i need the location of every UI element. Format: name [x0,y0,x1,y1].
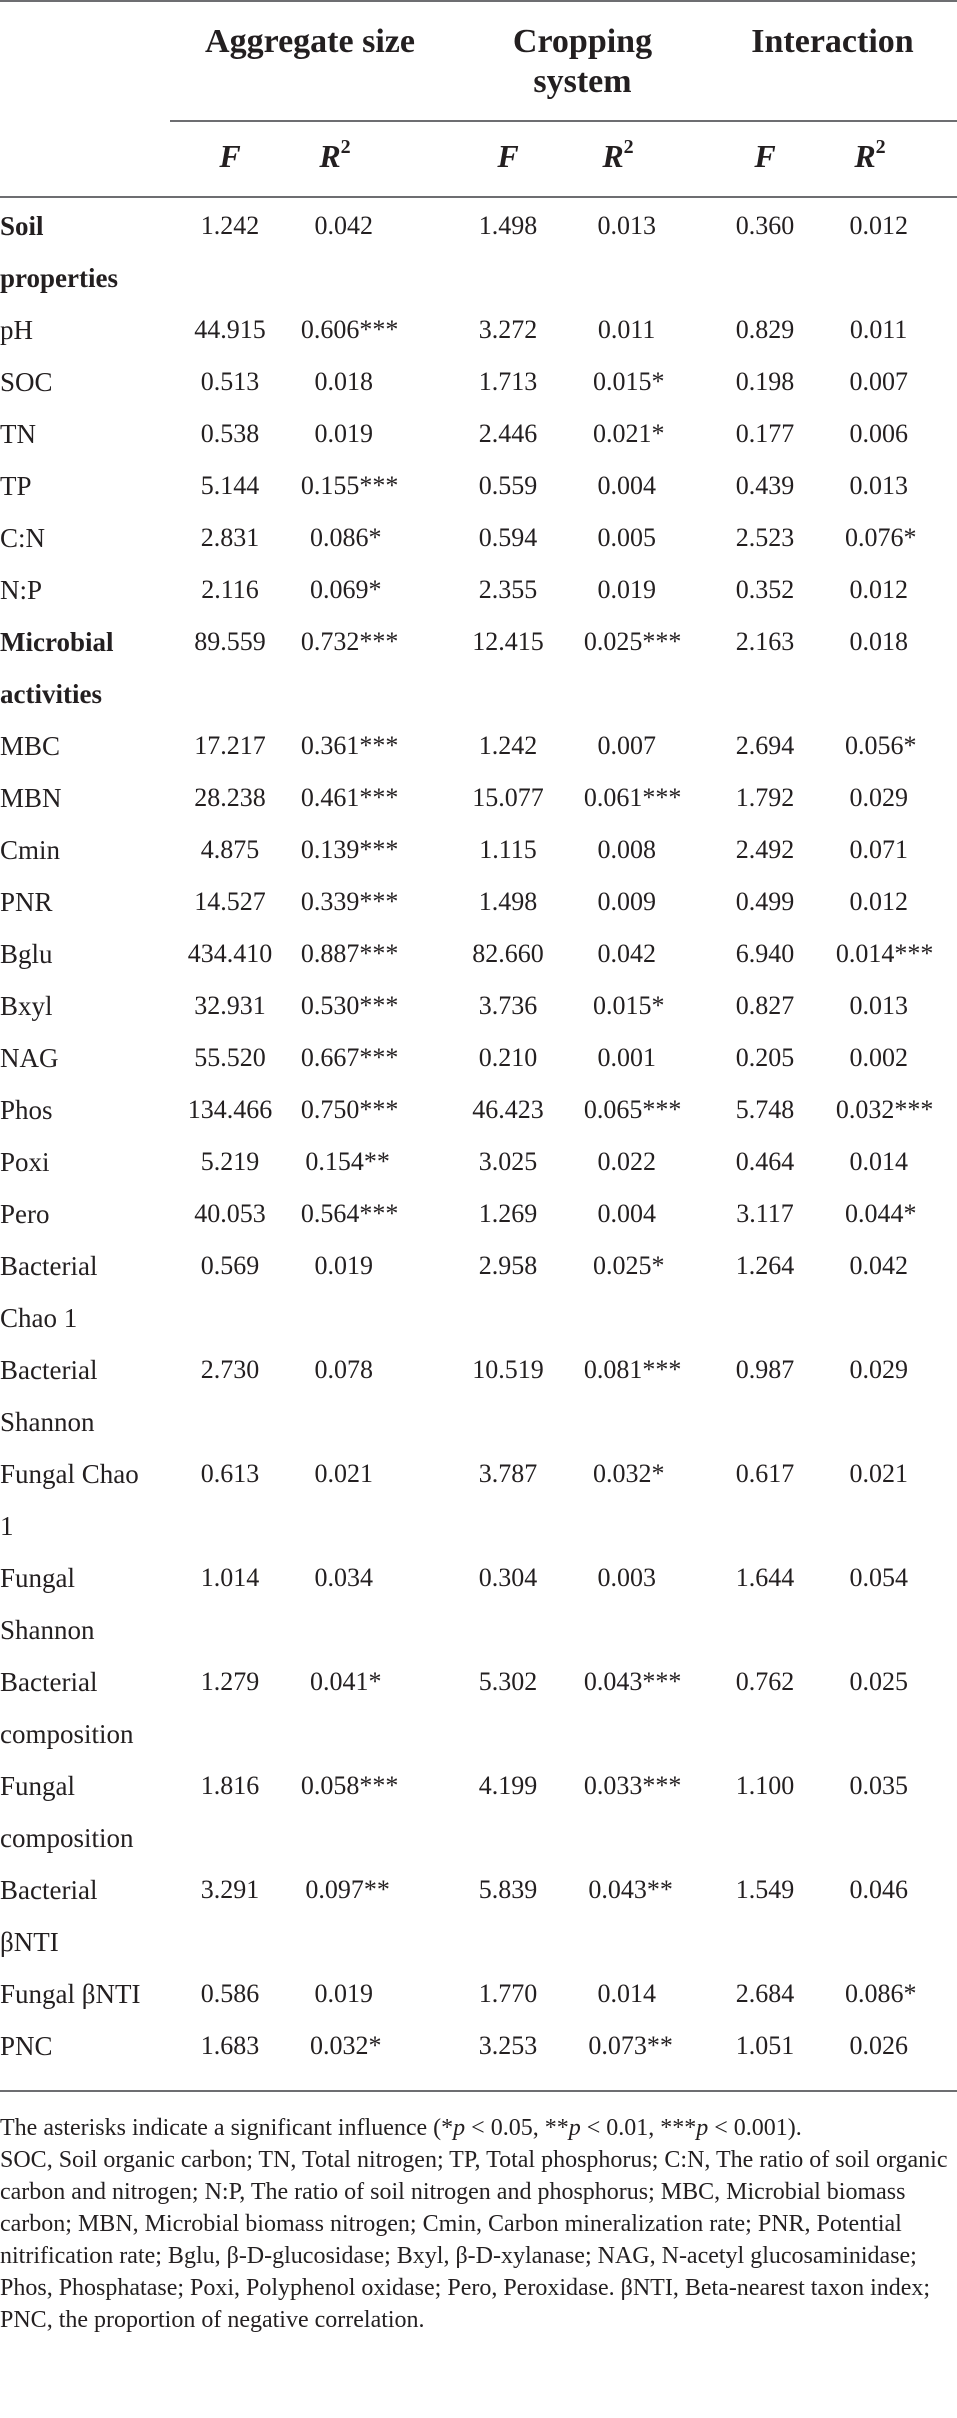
cell-agg-r2: 0.530*** [300,991,399,1020]
cell-int-r2: 0.014*** [835,939,934,968]
cell-agg-r2: 0.032* [309,2031,382,2060]
cell-agg-f: 3.291 [200,1875,260,1904]
cell-int-f: 0.205 [735,1043,795,1072]
cell-int-r2: 0.071 [849,835,909,864]
cell-agg-f: 0.586 [200,1979,260,2008]
table-row [0,408,957,460]
cell-int-f: 1.792 [735,783,795,812]
cell-crop-r2: 0.043** [588,1875,673,1904]
table-row [0,1448,957,1552]
cell-crop-f: 3.787 [478,1459,538,1488]
header-cropping-system-line2: system [533,63,632,100]
table-row [0,772,957,824]
cell-int-r2: 0.025 [849,1667,909,1696]
cell-agg-f: 1.816 [200,1771,260,1800]
cell-crop-r2: 0.025* [592,1251,665,1280]
cell-agg-f: 17.217 [194,731,266,760]
cell-int-f: 1.100 [735,1771,795,1800]
cell-crop-f: 15.077 [472,783,544,812]
row-label: N:P [0,575,43,605]
cell-agg-r2: 0.019 [314,419,374,448]
cell-int-r2: 0.018 [849,627,909,656]
row-label: Fungal βNTI [0,1979,141,2009]
row-label: PNR [0,887,53,917]
row-label: Bacterial composition [0,1667,134,1749]
cell-int-r2: 0.012 [849,211,909,240]
bottom-rule [0,2090,957,2092]
table-row [0,2020,957,2072]
cell-crop-r2: 0.073** [588,2031,673,2060]
cell-crop-f: 0.210 [478,1043,538,1072]
cell-int-r2: 0.044* [844,1199,917,1228]
header-cropping-system-line1: Cropping [512,23,653,60]
cell-agg-r2: 0.139*** [300,835,399,864]
cell-int-f: 1.644 [735,1563,795,1592]
table-row [0,1084,957,1136]
cell-crop-f: 10.519 [472,1355,544,1384]
table-row [0,980,957,1032]
cell-crop-r2: 0.014 [597,1979,657,2008]
table-row [0,876,957,928]
header-aggregate-size [185,22,435,62]
cell-crop-r2: 0.008 [597,835,657,864]
cell-int-r2: 0.056* [844,731,917,760]
header-interaction [730,22,935,62]
cell-crop-f: 1.269 [478,1199,538,1228]
cell-crop-r2: 0.019 [597,575,657,604]
cell-crop-f: 5.302 [478,1667,538,1696]
cell-int-f: 1.051 [735,2031,795,2060]
table-row [0,1656,957,1760]
footnote [0,2112,957,2336]
cell-crop-r2: 0.001 [597,1043,657,1072]
footnote-abbreviations: SOC, Soil organic carbon; TN, Total nitrogen; TP, Total phosphorus; C:N, The ratio of soil organic carbon and nitrogen; N:P, The ratio of soil nitrogen and phosphorus; MBC, Microbial biomass carbon; MBN, Microbial biomass nitrogen; Cmin, Carbon mineralization rate; PNR, Potential nitrification rate; Bglu, β-D-glucosidase; Bxyl, β-D-xylanase; NAG, N-acetyl glucosaminidase; Phos, Phosphatase; Poxi, Polyphenol oxidase; Pero, Peroxidase. βNTI, Beta-nearest taxon index; PNC, the proportion of negative correlation. [0,2147,948,2333]
table-row [0,1032,957,1084]
cell-crop-r2: 0.021* [592,419,665,448]
row-label: TN [0,419,36,449]
cell-crop-f: 3.736 [478,991,538,1020]
cell-crop-r2: 0.042 [597,939,657,968]
row-label: pH [0,315,33,345]
table-row [0,1136,957,1188]
table-row [0,1552,957,1656]
row-label: Poxi [0,1147,50,1177]
header-interaction-text: Interaction [751,23,914,60]
cell-int-r2: 0.046 [849,1875,909,1904]
cell-agg-f: 55.520 [194,1043,266,1072]
cell-int-r2: 0.013 [849,471,909,500]
cell-crop-r2: 0.033*** [583,1771,682,1800]
cell-crop-f: 2.446 [478,419,538,448]
cell-int-r2: 0.011 [849,315,908,344]
cell-agg-r2: 0.564*** [300,1199,399,1228]
cell-int-r2: 0.076* [844,523,917,552]
cell-int-r2: 0.007 [849,367,909,396]
table-row [0,304,957,356]
cell-agg-f: 134.466 [187,1095,273,1124]
cell-agg-r2: 0.461*** [300,783,399,812]
cell-int-f: 0.198 [735,367,795,396]
row-label: SOC [0,367,53,397]
table-row [0,928,957,980]
cell-int-f: 5.748 [735,1095,795,1124]
table-row [0,616,957,720]
row-label: MBC [0,731,61,761]
table-row [0,1344,957,1448]
header-cropping-system [470,22,695,102]
cell-agg-r2: 0.887*** [300,939,399,968]
cell-crop-f: 1.242 [478,731,538,760]
cell-agg-r2: 0.086* [309,523,382,552]
cell-crop-f: 3.025 [478,1147,538,1176]
table-row [0,200,957,304]
cell-agg-f: 1.242 [200,211,260,240]
cell-int-r2: 0.026 [849,2031,909,2060]
table-row [0,564,957,616]
cell-int-f: 0.617 [735,1459,795,1488]
row-label: Phos [0,1095,53,1125]
cell-int-f: 1.549 [735,1875,795,1904]
cell-crop-f: 0.559 [478,471,538,500]
cell-int-r2: 0.035 [849,1771,909,1800]
footnote-significance: The asterisks indicate a significant influence (*p < 0.05, **p < 0.01, ***p < 0.001). [0,2115,802,2141]
cell-agg-r2: 0.041* [309,1667,382,1696]
header-aggregate-size-text: Aggregate size [205,23,415,60]
cell-agg-r2: 0.018 [314,367,374,396]
cell-int-r2: 0.014 [849,1147,909,1176]
row-label: C:N [0,523,46,553]
cell-agg-r2: 0.021 [314,1459,374,1488]
cell-int-r2: 0.006 [849,419,909,448]
cell-agg-r2: 0.042 [314,211,374,240]
row-label: Microbial activities [0,627,114,709]
table-row [0,1188,957,1240]
cell-int-r2: 0.021 [849,1459,909,1488]
cell-crop-f: 1.498 [478,887,538,916]
cell-crop-r2: 0.009 [597,887,657,916]
cell-int-f: 0.762 [735,1667,795,1696]
cell-crop-r2: 0.005 [597,523,657,552]
cell-crop-f: 5.839 [478,1875,538,1904]
cell-agg-f: 5.144 [200,471,260,500]
cell-agg-f: 2.116 [201,575,259,604]
cell-agg-r2: 0.339*** [300,887,399,916]
cell-int-f: 2.163 [735,627,795,656]
cell-int-r2: 0.012 [849,887,909,916]
cell-crop-f: 2.355 [478,575,538,604]
cell-agg-r2: 0.019 [314,1251,374,1280]
table-row [0,356,957,408]
cell-crop-r2: 0.043*** [583,1667,682,1696]
row-label: Fungal Shannon [0,1563,95,1645]
subheader-crop-f: F [497,138,519,174]
cell-agg-r2: 0.019 [314,1979,374,2008]
row-label: Bacterial Shannon [0,1355,98,1437]
row-label: Fungal Chao 1 [0,1459,139,1541]
subheader-agg-f: F [219,138,241,174]
cell-crop-r2: 0.007 [597,731,657,760]
top-rule [0,0,957,2]
subheader-agg-r2: $R^2$ [319,136,351,174]
table-row [0,1760,957,1864]
cell-int-r2: 0.029 [849,1355,909,1384]
cell-crop-f: 4.199 [478,1771,538,1800]
cell-crop-f: 1.498 [478,211,538,240]
cell-int-r2: 0.032*** [835,1095,934,1124]
cell-agg-f: 0.569 [200,1251,260,1280]
cell-crop-r2: 0.032* [592,1459,665,1488]
cell-int-r2: 0.013 [849,991,909,1020]
cell-crop-f: 2.958 [478,1251,538,1280]
cell-int-r2: 0.002 [849,1043,909,1072]
row-label: TP [0,471,32,501]
cell-crop-r2: 0.065*** [583,1095,682,1124]
cell-agg-r2: 0.606*** [300,315,399,344]
cell-int-r2: 0.012 [849,575,909,604]
cell-int-f: 2.684 [735,1979,795,2008]
cell-crop-r2: 0.011 [597,315,656,344]
cell-agg-r2: 0.154** [305,1147,390,1176]
cell-agg-f: 2.730 [200,1355,260,1384]
table-row [0,460,957,512]
row-label: NAG [0,1043,59,1073]
cell-int-r2: 0.029 [849,783,909,812]
cell-int-f: 6.940 [735,939,795,968]
cell-int-f: 2.492 [735,835,795,864]
cell-crop-r2: 0.004 [597,1199,657,1228]
cell-agg-f: 40.053 [194,1199,266,1228]
cell-agg-r2: 0.069* [309,575,382,604]
row-label: Fungal composition [0,1771,134,1853]
cell-int-f: 0.827 [735,991,795,1020]
cell-agg-f: 434.410 [187,939,273,968]
cell-crop-f: 1.115 [479,835,537,864]
cell-crop-r2: 0.015* [592,367,665,396]
cell-crop-f: 1.770 [478,1979,538,2008]
cell-int-f: 0.360 [735,211,795,240]
cell-agg-r2: 0.058*** [300,1771,399,1800]
cell-crop-f: 12.415 [472,627,544,656]
cell-crop-f: 3.253 [478,2031,538,2060]
header-bottom-rule [0,196,957,198]
cell-crop-f: 3.272 [478,315,538,344]
cell-int-f: 0.439 [735,471,795,500]
group-rule [170,120,957,122]
cell-agg-f: 4.875 [200,835,260,864]
cell-agg-f: 0.613 [200,1459,260,1488]
cell-agg-r2: 0.750*** [300,1095,399,1124]
cell-agg-r2: 0.732*** [300,627,399,656]
table-row [0,720,957,772]
row-label: MBN [0,783,62,813]
row-label: PNC [0,2031,53,2061]
cell-crop-r2: 0.061*** [583,783,682,812]
cell-int-r2: 0.042 [849,1251,909,1280]
cell-agg-r2: 0.361*** [300,731,399,760]
cell-crop-r2: 0.013 [597,211,657,240]
cell-int-f: 2.694 [735,731,795,760]
cell-agg-f: 0.513 [200,367,260,396]
cell-agg-f: 44.915 [194,315,266,344]
cell-agg-r2: 0.034 [314,1563,374,1592]
cell-int-f: 0.464 [735,1147,795,1176]
cell-int-f: 0.177 [735,419,795,448]
cell-crop-f: 82.660 [472,939,544,968]
cell-agg-f: 28.238 [194,783,266,812]
cell-agg-f: 89.559 [194,627,266,656]
table-body [0,200,957,2072]
row-label: Soil properties [0,211,118,293]
cell-agg-f: 32.931 [194,991,266,1020]
cell-agg-f: 0.538 [200,419,260,448]
cell-agg-f: 2.831 [200,523,260,552]
cell-crop-r2: 0.004 [597,471,657,500]
cell-crop-r2: 0.081*** [583,1355,682,1384]
table-row [0,1240,957,1344]
table-row [0,1864,957,1968]
cell-int-f: 0.987 [735,1355,795,1384]
row-label: Bxyl [0,991,53,1021]
table-row [0,824,957,876]
row-label: Bacterial Chao 1 [0,1251,98,1333]
row-label: Pero [0,1199,50,1229]
cell-agg-f: 1.683 [200,2031,260,2060]
cell-crop-f: 0.304 [478,1563,538,1592]
cell-crop-f: 0.594 [478,523,538,552]
cell-crop-f: 46.423 [472,1095,544,1124]
cell-crop-f: 1.713 [478,367,538,396]
cell-crop-r2: 0.025*** [583,627,682,656]
cell-int-f: 0.499 [735,887,795,916]
cell-agg-f: 5.219 [200,1147,260,1176]
subheader-int-f: F [754,138,776,174]
cell-agg-r2: 0.097** [305,1875,390,1904]
cell-agg-f: 1.014 [200,1563,260,1592]
cell-crop-r2: 0.015* [592,991,665,1020]
cell-agg-r2: 0.155*** [300,471,399,500]
table-row [0,512,957,564]
cell-int-r2: 0.086* [844,1979,917,2008]
subheader-int-r2: $R^2$ [854,136,886,174]
subheader-crop-r2: $R^2$ [602,136,634,174]
cell-agg-f: 1.279 [200,1667,260,1696]
cell-agg-f: 14.527 [194,887,266,916]
cell-agg-r2: 0.667*** [300,1043,399,1072]
cell-int-f: 3.117 [736,1199,794,1228]
cell-int-f: 0.352 [735,575,795,604]
cell-int-f: 1.264 [735,1251,795,1280]
cell-crop-r2: 0.022 [597,1147,657,1176]
cell-int-f: 0.829 [735,315,795,344]
cell-crop-r2: 0.003 [597,1563,657,1592]
cell-agg-r2: 0.078 [314,1355,374,1384]
row-label: Bacterial βNTI [0,1875,98,1957]
cell-int-r2: 0.054 [849,1563,909,1592]
cell-int-f: 2.523 [735,523,795,552]
row-label: Bglu [0,939,53,969]
table-row [0,1968,957,2020]
row-label: Cmin [0,835,61,865]
